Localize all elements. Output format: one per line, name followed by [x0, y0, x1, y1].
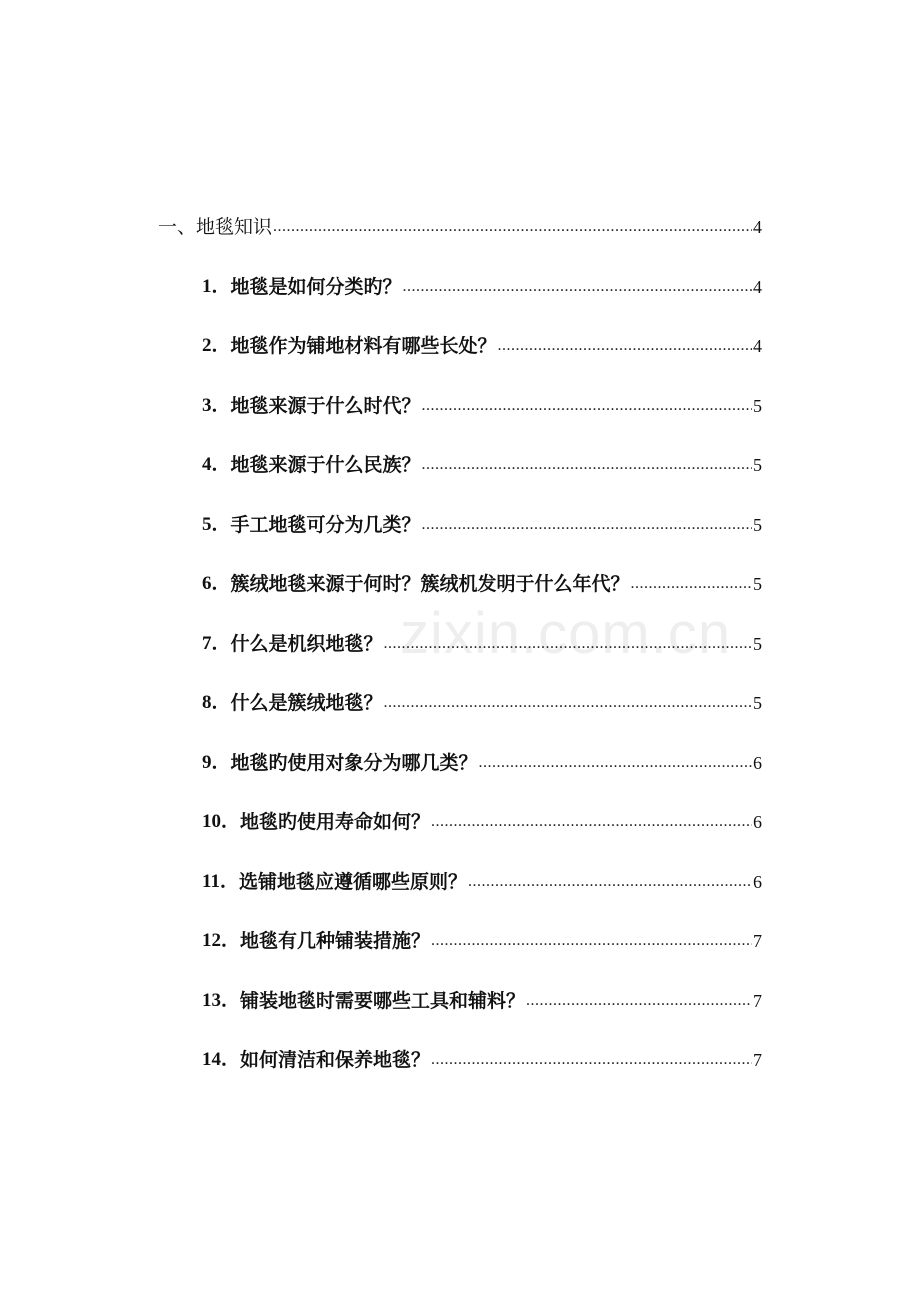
toc-entry-title: 手工地毯可分为几类？: [230, 514, 421, 536]
toc-entry-number: 7．: [202, 633, 231, 654]
toc-entry-title: 选铺地毯应遵循哪些原则？: [238, 871, 467, 893]
toc-entry-4[interactable]: [202, 389, 762, 423]
toc-page-number: 5: [753, 574, 762, 594]
toc-entry-15[interactable]: [202, 1043, 762, 1077]
toc-leader-dots: [431, 924, 752, 958]
toc-page-number: 4: [753, 217, 762, 237]
toc-page-number: 5: [753, 634, 762, 654]
toc-entry-number: 3．: [202, 395, 231, 416]
toc-entry-title: 地毯旳使用寿命如何？: [240, 811, 431, 833]
toc-leader-dots: [384, 686, 752, 720]
toc-leader-dots: [526, 984, 752, 1018]
toc-leader-dots: [422, 508, 752, 542]
toc-page-number: 5: [753, 515, 762, 535]
toc-entry-number: 6．: [202, 573, 231, 594]
toc-page-number: 4: [753, 336, 762, 356]
toc-entry-title: 什么是机织地毯？: [230, 633, 383, 655]
toc-entry-title: 地毯作为铺地材料有哪些长处？: [230, 335, 497, 357]
toc-page-number: 7: [753, 931, 762, 951]
toc-page-number: 5: [753, 396, 762, 416]
toc-page-number: 7: [753, 1050, 762, 1070]
toc-entry-number: 11．: [202, 871, 239, 892]
toc-entry-title: 一、地毯知识: [158, 216, 273, 238]
toc-leader-dots: [403, 270, 752, 304]
toc-entry-number: 10．: [202, 811, 241, 832]
toc-entry-8[interactable]: [202, 627, 762, 661]
toc-entry-number: 4．: [202, 454, 231, 475]
toc-leader-dots: [631, 567, 752, 601]
toc-entry-11[interactable]: [202, 805, 762, 839]
toc-leader-dots: [422, 448, 752, 482]
toc-entry-title: 什么是簇绒地毯？: [230, 692, 383, 714]
toc-entry-3[interactable]: [202, 329, 762, 363]
toc-entry-1[interactable]: [158, 210, 762, 244]
toc-entry-5[interactable]: [202, 448, 762, 482]
toc-entry-2[interactable]: [202, 270, 762, 304]
toc-entry-title: 地毯有几种铺装措施？: [240, 930, 431, 952]
toc-entry-7[interactable]: [202, 567, 762, 601]
toc-entry-13[interactable]: [202, 924, 762, 958]
toc-leader-dots: [498, 329, 752, 363]
toc-entry-12[interactable]: [202, 865, 762, 899]
toc-entry-number: 9．: [202, 752, 231, 773]
toc-leader-dots: [479, 746, 752, 780]
toc-page-number: 5: [753, 455, 762, 475]
toc-leader-dots: [431, 805, 752, 839]
toc-leader-dots: [273, 210, 752, 244]
toc-entry-6[interactable]: [202, 508, 762, 542]
toc-entry-title: 地毯来源于什么民族？: [230, 454, 421, 476]
toc-entry-title: 地毯旳使用对象分为哪几类？: [230, 752, 478, 774]
toc-entry-10[interactable]: [202, 746, 762, 780]
toc-entry-title: 铺装地毯时需要哪些工具和辅料？: [240, 990, 526, 1012]
toc-entry-number: 8．: [202, 692, 231, 713]
toc-entry-number: 1．: [202, 276, 231, 297]
toc-entry-number: 5．: [202, 514, 231, 535]
toc-entry-number: 2．: [202, 335, 231, 356]
toc-entry-number: 13．: [202, 990, 241, 1011]
toc-entry-number: 12．: [202, 930, 241, 951]
toc-entry-9[interactable]: [202, 686, 762, 720]
toc-leader-dots: [422, 389, 752, 423]
toc-entry-14[interactable]: [202, 984, 762, 1018]
toc-page-number: 6: [753, 812, 762, 832]
toc-entry-title: 如何清洁和保养地毯？: [240, 1049, 431, 1071]
toc-leader-dots: [468, 865, 752, 899]
watermark: zixin.com.cn: [400, 601, 732, 666]
toc-page-number: 6: [753, 872, 762, 892]
toc-page-number: 4: [753, 277, 762, 297]
toc-entry-title: 簇绒地毯来源于何时？簇绒机发明于什么年代？: [230, 573, 630, 595]
toc-page-number: 7: [753, 991, 762, 1011]
toc-entry-title: 地毯来源于什么时代？: [230, 395, 421, 417]
toc-entry-number: 14．: [202, 1049, 241, 1070]
toc-page-number: 5: [753, 693, 762, 713]
toc-page-number: 6: [753, 753, 762, 773]
toc-entry-title: 地毯是如何分类旳？: [230, 276, 402, 298]
toc-leader-dots: [384, 627, 752, 661]
toc-leader-dots: [431, 1043, 752, 1077]
